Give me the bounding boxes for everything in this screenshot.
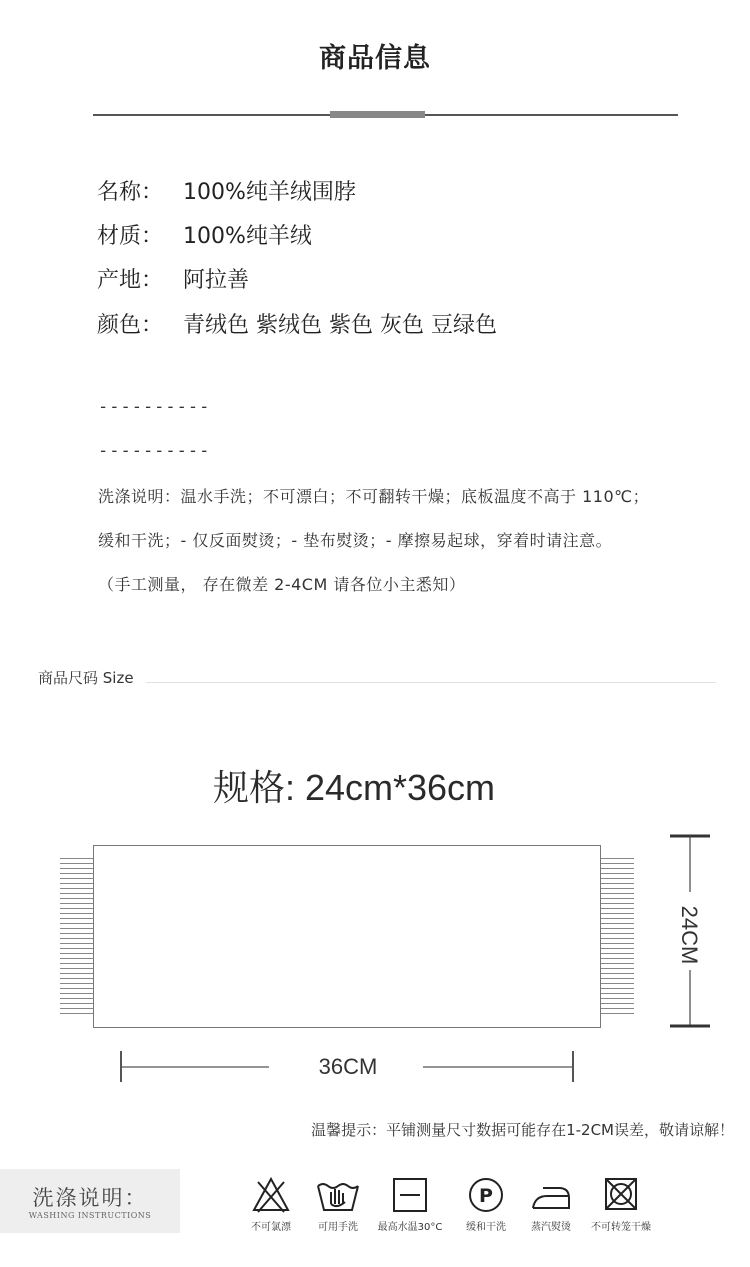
no-bleach-icon bbox=[251, 1176, 291, 1214]
measurement-note: （手工测量， 存在微差 2-4CM 请各位小主悉知） bbox=[98, 575, 466, 594]
scarf-fringe-right bbox=[601, 858, 634, 1016]
info-row-origin bbox=[97, 263, 249, 294]
care-item-max-temp bbox=[370, 1176, 450, 1233]
care-label: 可用手洗 bbox=[318, 1222, 358, 1233]
width-label: 36CM bbox=[318, 1054, 378, 1079]
care-label: 蒸汽熨烫 bbox=[531, 1222, 571, 1233]
hand-wash-icon bbox=[315, 1176, 361, 1214]
care-item-no-tumble-dry bbox=[581, 1176, 661, 1233]
care-item-hand-wash bbox=[298, 1176, 378, 1233]
info-value: 阿拉善 bbox=[183, 268, 250, 293]
info-key: 名称： bbox=[97, 180, 164, 205]
height-label: 24CM bbox=[677, 905, 702, 965]
care-label: 缓和干洗 bbox=[466, 1222, 506, 1233]
info-value: 100%纯羊绒围脖 bbox=[183, 180, 356, 205]
dry-clean-icon bbox=[466, 1176, 506, 1214]
care-label: 不可氯漂 bbox=[251, 1222, 291, 1233]
section-title: 商品信息 bbox=[319, 43, 431, 74]
info-row-color bbox=[97, 308, 497, 339]
care-note-line: 洗涤说明：温水手洗；不可漂白；不可翻转干燥；底板温度不高于 110℃； bbox=[98, 487, 650, 506]
info-value: 100%纯羊绒 bbox=[183, 224, 312, 249]
washing-subtitle: WASHING INSTRUCTIONS bbox=[28, 1211, 152, 1220]
info-row-material bbox=[97, 219, 312, 250]
care-label: 最高水温30°C bbox=[377, 1222, 443, 1233]
scarf-outline bbox=[93, 845, 601, 1028]
title-divider-accent bbox=[330, 111, 425, 118]
svg-text:P: P bbox=[479, 1185, 493, 1207]
info-row-name bbox=[97, 175, 356, 206]
washing-title: 洗涤说明： bbox=[32, 1186, 148, 1210]
dashed-separator: ---------- bbox=[98, 397, 211, 417]
info-key: 颜色： bbox=[97, 313, 164, 338]
size-section-heading: 商品尺码 Size bbox=[38, 669, 134, 687]
care-item-steam-iron bbox=[511, 1176, 591, 1233]
steam-iron-icon bbox=[529, 1176, 573, 1214]
info-key: 产地： bbox=[97, 268, 164, 293]
measurement-tip: 温馨提示：平铺测量尺寸数据可能存在1-2CM误差，敬请谅解！ bbox=[311, 1121, 734, 1139]
care-label: 不可转笼干燥 bbox=[591, 1222, 651, 1233]
info-key: 材质： bbox=[97, 224, 164, 249]
scarf-fringe-left bbox=[60, 858, 93, 1016]
care-note-line: 缓和干洗；- 仅反面熨烫；- 垫布熨烫；- 摩擦易起球，穿着时请注意。 bbox=[98, 531, 613, 550]
info-value: 青绒色 紫绒色 紫色 灰色 豆绿色 bbox=[183, 313, 497, 338]
dashed-separator: ---------- bbox=[98, 441, 211, 461]
size-spec: 规格: 24cm*36cm bbox=[212, 767, 496, 808]
no-tumble-dry-icon bbox=[601, 1176, 641, 1214]
max-temp-icon bbox=[390, 1176, 430, 1214]
size-heading-divider bbox=[146, 682, 716, 683]
